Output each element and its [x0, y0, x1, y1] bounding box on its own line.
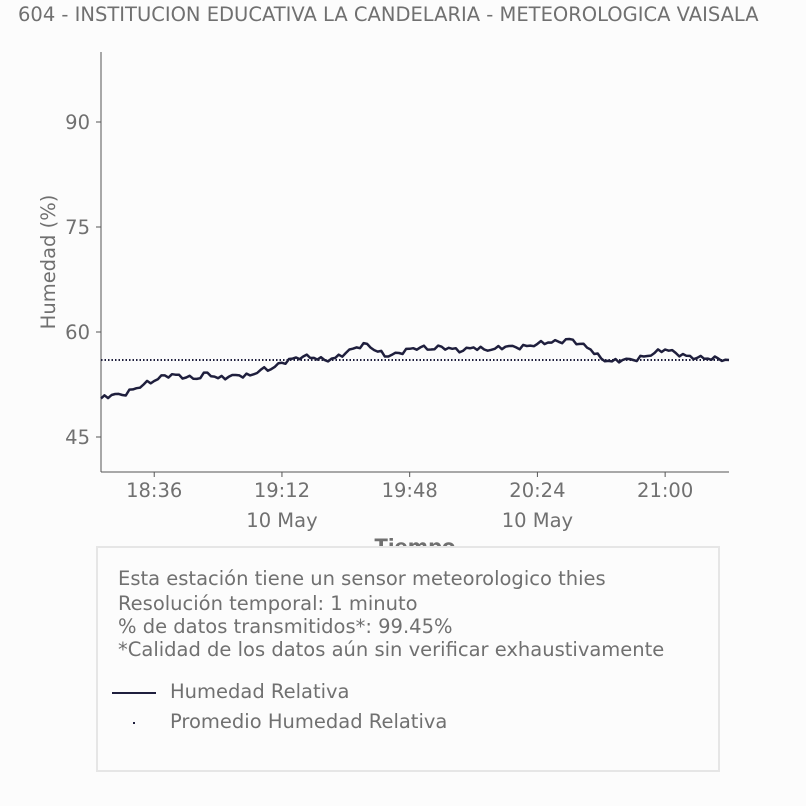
x-tick-date-label: 10 May — [501, 509, 574, 532]
x-tick-label: 19:12 — [253, 479, 311, 502]
legend-dot-swatch — [133, 722, 135, 724]
y-tick-label: 90 — [65, 111, 90, 134]
info-legend-box — [96, 546, 720, 772]
info-resolution: Resolución temporal: 1 minuto — [118, 592, 418, 615]
y-axis-label: Humedad (%) — [37, 194, 60, 330]
legend-humidity-label: Humedad Relativa — [170, 680, 350, 703]
info-data-percent: % de datos transmitidos*: 99.45% — [118, 615, 453, 638]
x-tick-label: 19:48 — [381, 479, 438, 502]
x-ticks — [126, 472, 693, 532]
humidity-series-line — [101, 339, 729, 399]
x-tick-label: 18:36 — [126, 479, 183, 502]
x-tick-label: 21:00 — [637, 479, 694, 502]
y-ticks — [65, 111, 101, 449]
y-tick-label: 75 — [65, 216, 90, 239]
series-layer — [101, 339, 729, 399]
chart-title: 604 - INSTITUCION EDUCATIVA LA CANDELARIA - METEOROLOGICA VAISALA — [18, 3, 759, 26]
y-tick-label: 60 — [65, 321, 90, 344]
y-tick-label: 45 — [65, 426, 90, 449]
x-tick-date-label: 10 May — [246, 509, 318, 532]
x-tick-label: 20:24 — [509, 479, 566, 502]
legend-line-swatch — [112, 692, 156, 694]
chart-axes — [101, 52, 729, 472]
legend-average-label: Promedio Humedad Relativa — [170, 710, 448, 733]
info-sensor: Esta estación tiene un sensor meteorologico thies — [118, 567, 606, 590]
info-quality-note: *Calidad de los datos aún sin verificar exhaustivamente — [118, 638, 665, 661]
